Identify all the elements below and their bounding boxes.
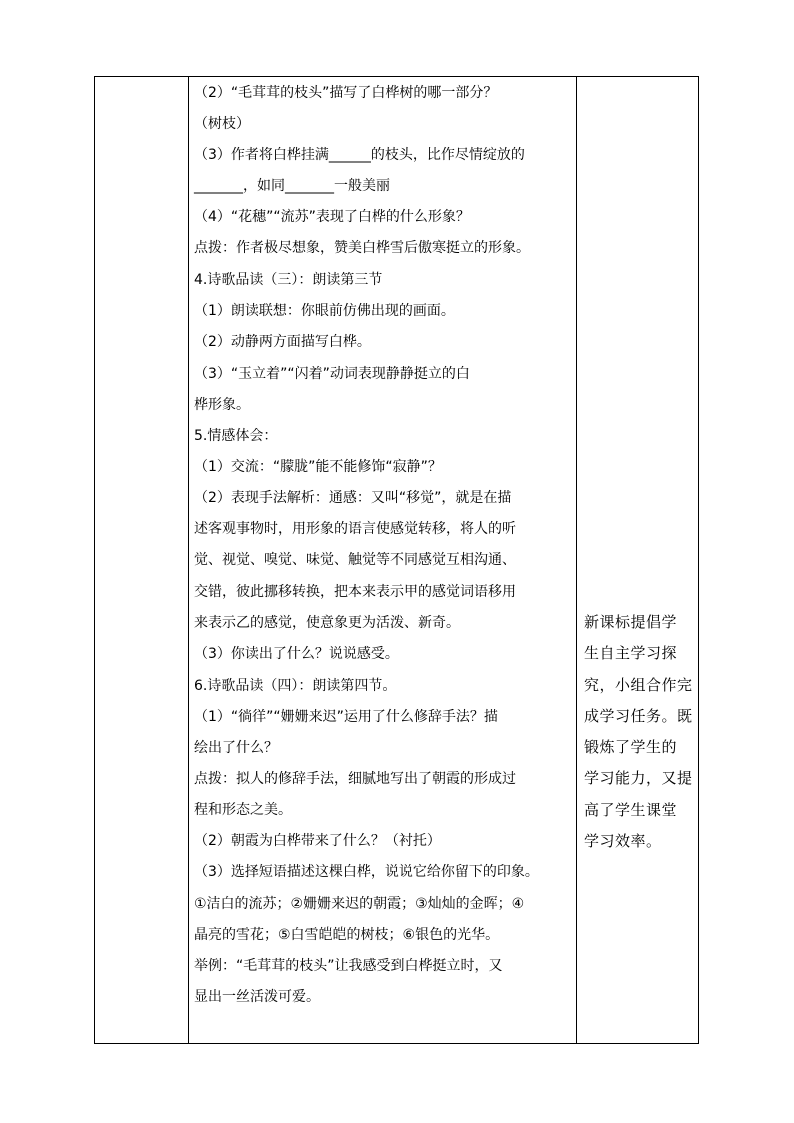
content-line: （3）选择短语描述这棵白桦，说说它给你留下的印象。 [194,864,539,880]
content-line: 绘出了什么？ [194,740,278,756]
note-line: 高了学生课堂 [584,801,678,819]
note-line: 锻炼了学生的 [584,738,678,756]
column-divider-2 [576,76,577,1044]
content-line: 4.诗歌品读（三）：朗读第三节 [194,272,383,288]
content-line: （2）表现手法解析：通感：又叫“移觉”，就是在描 [194,490,512,506]
content-line: ①洁白的流苏；②姗姗来迟的朝霞；③灿灿的金晖；④ [194,896,525,912]
content-line: 5.情感体会： [194,428,278,444]
content-line: （2）朝霞为白桦带来了什么？（衬托） [194,833,441,849]
table-left-border [94,76,95,1044]
content-line: （2）动静两方面描写白桦。 [194,334,371,350]
content-line: （1）朗读联想：你眼前仿佛出现的画面。 [194,303,455,319]
content-line: 点拨：拟人的修辞手法，细腻地写出了朝霞的形成过 [194,771,516,787]
content-line: （3）你读出了什么？说说感受。 [194,646,399,662]
note-line: 学习效率。 [584,832,662,850]
note-line: 新课标提倡学 [584,613,678,631]
content-line: 桦形象。 [194,397,250,413]
content-line: 晶亮的雪花；⑤白雪皑皑的树枝；⑥银色的光华。 [194,927,500,943]
content-line: （2）“毛茸茸的枝头”描写了白桦树的哪一部分？ [194,85,498,101]
note-line: 成学习任务。既 [584,707,693,725]
content-line: 述客观事物时，用形象的语言使感觉转移，将人的听 [194,521,516,537]
content-line: 举例：“毛茸茸的枝头”让我感受到白桦挺立时，又 [194,958,503,974]
content-line: （4）“花穗”“流苏”表现了白桦的什么形象？ [194,209,470,225]
table-right-border [698,76,699,1044]
content-line: 觉、视觉、嗅觉、味觉、触觉等不同感觉互相沟通、 [194,552,516,568]
content-line: 点拨：作者极尽想象，赞美白桦雪后傲寒挺立的形象。 [194,240,530,256]
content-line: （1）交流：“朦胧”能不能修饰“寂静”？ [194,459,442,475]
content-line: （1）“徜徉”“姗姗来迟”运用了什么修辞手法？描 [194,709,498,725]
content-line: 显出一丝活泼可爱。 [194,989,320,1005]
content-line: 交错，彼此挪移转换，把本来表示甲的感觉词语移用 [194,584,516,600]
column-divider-1 [188,76,189,1044]
content-line: 程和形态之美。 [194,802,292,818]
table-top-border [94,76,699,77]
lesson-table [94,76,699,1044]
content-line: （3）作者将白桦挂满______的枝头，比作尽情绽放的 [194,147,525,163]
note-line: 究，小组合作完 [584,676,693,694]
content-line: 来表示乙的感觉，使意象更为活泼、新奇。 [194,615,460,631]
content-line: （树枝） [194,116,250,132]
note-line: 学习能力，又提 [584,769,693,787]
content-line: 6.诗歌品读（四）：朗读第四节。 [194,678,397,694]
content-line: _______，如同_______一般美丽 [194,178,390,194]
table-bottom-border [94,1043,699,1044]
content-line: （3）“玉立着”“闪着”动词表现静静挺立的白 [194,366,470,382]
note-line: 生自主学习探 [584,644,678,662]
